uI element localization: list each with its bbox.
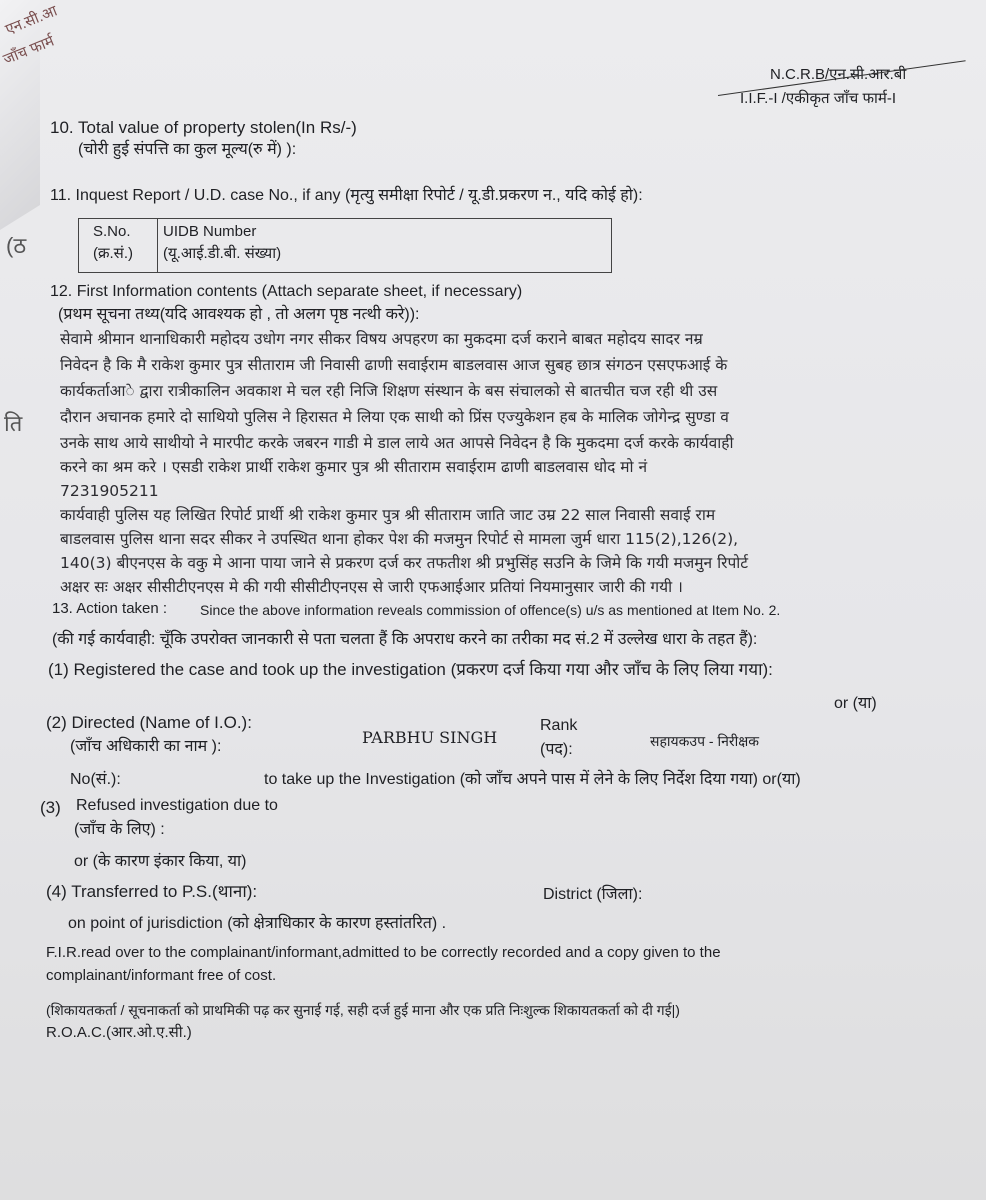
item13-label: 13. Action taken :	[52, 600, 168, 617]
district-label: District (जिला):	[543, 886, 643, 903]
option-directed-hi: (जाँच अधिकारी का नाम ):	[70, 738, 222, 755]
margin-mark: (ठ	[6, 233, 27, 258]
fir-content-line: कार्यवाही पुलिस यह लिखित रिपोर्ट प्रार्थी श्री राकेश कुमार पुत्र श्री सीताराम जाति जाट उम्र 22 साल निवासी सवाई राम	[60, 506, 716, 524]
fir-content-line: 7231905211	[60, 482, 159, 500]
fir-content-line: 140(3) बीएनएस के वकु मे आना पाया जाने से प्रकरण दर्ज कर तफतीश श्री प्रभुसिंह सउनि के जिमे कि गयी मजमुन रिपोर्ट	[60, 554, 749, 572]
fir-content-line: निवेदन है कि मै राकेश कुमार पुत्र सीताराम जी निवासी ढाणी सवाईराम बाडलवास आज सुबह छात्र संगठन एसएफआई के	[60, 356, 728, 374]
io-name-value: PARBHU SINGH	[362, 728, 498, 747]
fir-read-over-hi: (शिकायतकर्ता / सूचनाकर्ता को प्राथमिकी पढ़ कर सुनाई गई, सही दर्ज हुई माना और एक प्रति निःशुल्क शिकायतकर्ता को दी गई|)	[46, 1002, 680, 1018]
fir-content-line: करने का श्रम करे । एसडी राकेश प्रार्थी राकेश कुमार पुत्र श्री सीताराम सवाईराम ढाणी बाडलवास धोद मो नं	[60, 458, 648, 476]
margin-mark: ति	[4, 411, 23, 436]
option-refused-number: (3)	[40, 798, 61, 817]
item12-label-hi: (प्रथम सूचना तथ्य(यदि आवश्यक हो , तो अलग पृष्ठ नत्थी करे)):	[58, 306, 420, 323]
inquest-table	[78, 218, 612, 273]
fir-read-over-2: complainant/informant free of cost.	[46, 967, 277, 984]
fir-content-line: बाडलवास पुलिस थाना सदर सीकर ने उपस्थित थाना होकर पेश की मजमुन रिपोर्ट से मामला जुर्म धारा 115(2),126(2),	[60, 530, 739, 548]
take-up-statement: to take up the Investigation (को जाँच अपने पास में लेने के लिए निर्देश दिया गया) or(या)	[264, 771, 801, 788]
col-sno-header: S.No.	[93, 223, 131, 240]
option-refused-hi: (जाँच के लिए) :	[74, 821, 165, 838]
item11-label: 11. Inquest Report / U.D. case No., if any (मृत्यु समीक्षा रिपोर्ट / यू.डी.प्रकरण न., यदि कोई हो):	[50, 187, 643, 204]
fir-content-line: कार्यकर्ताआे द्वारा रात्रीकालिन अवकाश मे चल रही निजि शिक्षण संस्थान के बस संचालको से बातचीत चज रही थी उस	[60, 382, 718, 400]
option-refused: Refused investigation due to	[76, 797, 278, 814]
fir-content-line: सेवामे श्रीमान थानाधिकारी महोदय उधोग नगर सीकर विषय अपहरण का मुकदमा दर्ज कराने बाबत महोदय सादर नम्र	[60, 330, 703, 348]
rank-label-hi: (पद):	[540, 741, 573, 758]
fir-read-over: F.I.R.read over to the complainant/informant,admitted to be correctly recorded and a copy given to the	[46, 944, 721, 961]
rank-value: सहायकउप - निरीक्षक	[650, 733, 759, 749]
item10-label: 10. Total value of property stolen(In Rs/-)	[50, 118, 357, 137]
fir-content-line: उनके साथ आये साथीयो ने मारपीट करके जबरन गाडी मे डाल लाये अत आपसे निवेदन है कि मुकदमा दर्ज करके कार्यवाही	[60, 434, 734, 452]
action-statement-hi: (की गई कार्यवाही: चूँकि उपरोक्त जानकारी से पता चलता हैं कि अपराध करने का तरीका मद सं.2 में उल्लेख धारा के तहत हैं):	[52, 631, 758, 648]
option-directed: (2) Directed (Name of I.O.):	[46, 713, 252, 732]
io-number-label: No(सं.):	[70, 771, 121, 788]
roac-label: R.O.A.C.(आर.ओ.ए.सी.)	[46, 1024, 192, 1041]
item12-label: 12. First Information contents (Attach separate sheet, if necessary)	[50, 283, 523, 300]
or-label: or (या)	[834, 695, 877, 712]
action-statement: Since the above information reveals commission of offence(s) u/s as mentioned at Item No. 2.	[200, 602, 781, 618]
rank-label: Rank	[540, 717, 578, 734]
option-refused-or: or (के कारण इंकार किया, या)	[74, 853, 247, 870]
option-transferred: (4) Transferred to P.S.(थाना):	[46, 882, 258, 901]
fir-content-line: दौरान अचानक हमारे दो साथियो पुलिस ने हिरासत मे लिया एक साथी को प्रिंस एज्युकेशन हब के मालिक जोगेन्द्र सुण्डा व	[60, 408, 729, 426]
col-uidb-header-hi: (यू.आई.डी.बी. संख्या)	[163, 245, 282, 262]
item10-label-hi: (चोरी हुई संपत्ति का कुल मूल्य(रु में) ):	[78, 141, 297, 158]
fir-content-line: अक्षर सः अक्षर सीसीटीएनएस मे की गयी सीसीटीएनएस से जारी एफआईआर प्रतियां नियमानुसार जारी की गयी ।	[60, 578, 683, 596]
jurisdiction-statement: on point of jurisdiction (को क्षेत्राधिकार के कारण हस्तांतरित) .	[68, 915, 447, 932]
header-form-id: I.I.F.-I /एकीकृत जाँच फार्म-I	[740, 90, 897, 107]
edge-fragment: एन.सी.आ	[2, 2, 60, 39]
col-uidb-header: UIDB Number	[163, 223, 257, 240]
table-divider	[157, 219, 158, 272]
option-registered: (1) Registered the case and took up the investigation (प्रकरण दर्ज किया गया और जाँच के लिए लिया गया):	[48, 660, 773, 679]
edge-fragment: जाँच फार्म	[0, 32, 57, 69]
header-ncrb: N.C.R.B/एन.सी.आर.बी	[770, 66, 907, 83]
col-sno-header-hi: (क्र.सं.)	[93, 245, 133, 262]
